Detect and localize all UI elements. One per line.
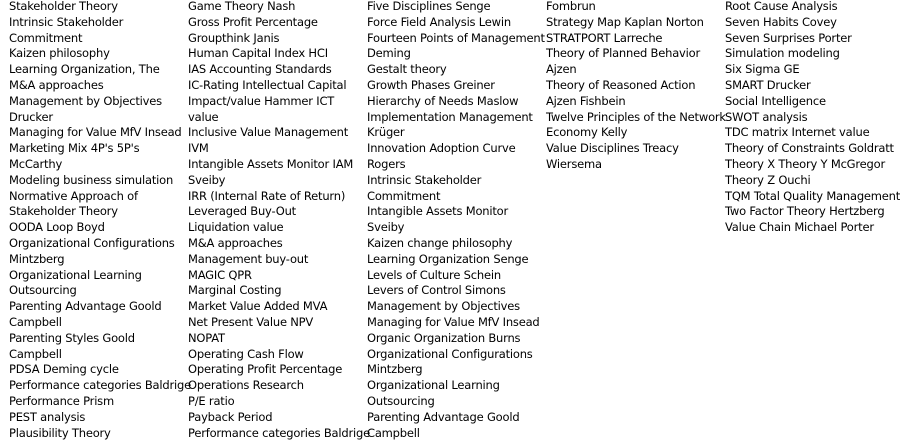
term-line: IRR (Internal Rate of Return) bbox=[188, 188, 346, 203]
term-line: Parenting Advantage Goold bbox=[9, 299, 162, 314]
term-line: Strategy Map Kaplan Norton bbox=[546, 14, 704, 29]
term-line: Management by Objectives bbox=[9, 93, 162, 108]
term-line: Value Disciplines Treacy bbox=[546, 141, 679, 156]
term-line: Leveraged Buy-Out bbox=[188, 204, 296, 219]
term-line: P/E ratio bbox=[188, 393, 235, 408]
term-line: Organic Organization Burns bbox=[367, 330, 521, 345]
term-line: STRATPORT Larreche bbox=[546, 30, 663, 45]
term-line: Intangible Assets Monitor IAM bbox=[188, 156, 354, 171]
term-line: Outsourcing bbox=[367, 393, 435, 408]
term-line: Drucker bbox=[9, 109, 53, 124]
term-line: Root Cause Analysis bbox=[725, 0, 838, 13]
term-line: Sveiby bbox=[188, 172, 226, 187]
term-line: Economy Kelly bbox=[546, 125, 628, 140]
term-column-5 bbox=[725, 0, 900, 236]
term-line: Sveiby bbox=[367, 220, 405, 235]
term-line: Operations Research bbox=[188, 378, 304, 393]
term-line: Stakeholder Theory bbox=[9, 0, 118, 13]
term-line: Value Chain Michael Porter bbox=[725, 220, 874, 235]
term-line: Social Intelligence bbox=[725, 93, 826, 108]
term-line: Learning Organization Senge bbox=[367, 251, 529, 266]
term-line: Wiersema bbox=[546, 156, 602, 171]
term-line: Game Theory Nash bbox=[188, 0, 296, 13]
term-line: Gestalt theory bbox=[367, 62, 447, 77]
term-line: Liquidation value bbox=[188, 220, 284, 235]
term-line: Organizational Configurations bbox=[9, 235, 175, 250]
term-line: Management by Objectives bbox=[367, 299, 520, 314]
term-line: M&A approaches bbox=[9, 77, 104, 92]
term-line: Commitment bbox=[9, 30, 83, 45]
term-line: PDSA Deming cycle bbox=[9, 362, 119, 377]
term-line: Normative Approach of bbox=[9, 188, 138, 203]
term-line: PEST analysis bbox=[9, 409, 86, 424]
term-line: Intangible Assets Monitor bbox=[367, 204, 509, 219]
term-line: M&A approaches bbox=[188, 235, 283, 250]
term-line: Operating Cash Flow bbox=[188, 346, 304, 361]
term-line: Parenting Advantage Goold bbox=[367, 409, 520, 424]
term-line: Plausibility Theory bbox=[9, 425, 111, 440]
term-line: Market Value Added MVA bbox=[188, 299, 328, 314]
term-line: Learning Organization, The bbox=[9, 62, 160, 77]
term-line: Campbell bbox=[367, 425, 420, 440]
term-line: Innovation Adoption Curve bbox=[367, 141, 516, 156]
term-line: Fourteen Points of Management bbox=[367, 30, 545, 45]
term-column-4 bbox=[546, 0, 726, 173]
term-line: Management buy-out bbox=[188, 251, 309, 266]
term-line: Groupthink Janis bbox=[188, 30, 280, 45]
term-line: Five Disciplines Senge bbox=[367, 0, 491, 13]
term-line: Human Capital Index HCI bbox=[188, 46, 328, 61]
term-line: Theory X Theory Y McGregor bbox=[725, 156, 886, 171]
term-line: Outsourcing bbox=[9, 283, 77, 298]
term-line: Payback Period bbox=[188, 409, 273, 424]
term-line: Levels of Culture Schein bbox=[367, 267, 501, 282]
term-column-3 bbox=[367, 0, 545, 441]
term-line: Seven Surprises Porter bbox=[725, 30, 852, 45]
term-line: IVM bbox=[188, 141, 209, 156]
term-line: NOPAT bbox=[188, 330, 225, 345]
term-column-2 bbox=[188, 0, 370, 441]
term-line: Force Field Analysis Lewin bbox=[367, 14, 511, 29]
term-line: Net Present Value NPV bbox=[188, 314, 314, 329]
term-line: Performance Prism bbox=[9, 393, 114, 408]
term-line: Gross Profit Percentage bbox=[188, 14, 318, 29]
term-line: Deming bbox=[367, 46, 411, 61]
term-line: Marginal Costing bbox=[188, 283, 282, 298]
term-line: Kaizen philosophy bbox=[9, 46, 110, 61]
term-line: Hierarchy of Needs Maslow bbox=[367, 93, 519, 108]
term-line: value bbox=[188, 109, 219, 124]
term-line: Impact/value Hammer ICT bbox=[188, 93, 335, 108]
term-line: Twelve Principles of the Network bbox=[546, 109, 726, 124]
term-line: TDC matrix Internet value bbox=[725, 125, 870, 140]
term-line: SMART Drucker bbox=[725, 77, 811, 92]
term-line: Commitment bbox=[367, 188, 441, 203]
term-line: TQM Total Quality Management bbox=[725, 188, 901, 203]
term-line: Theory of Planned Behavior bbox=[546, 46, 701, 61]
term-line: SWOT analysis bbox=[725, 109, 808, 124]
term-line: Organizational Learning bbox=[367, 378, 500, 393]
term-line: Kaizen change philosophy bbox=[367, 235, 513, 250]
term-line: Growth Phases Greiner bbox=[367, 77, 495, 92]
term-line: Mintzberg bbox=[9, 251, 65, 266]
term-line: Organizational Configurations bbox=[367, 346, 533, 361]
term-line: Ajzen bbox=[546, 62, 577, 77]
term-line: Theory Z Ouchi bbox=[725, 172, 811, 187]
term-line: Performance categories Baldrige bbox=[9, 378, 191, 393]
term-line: Intrinsic Stakeholder bbox=[9, 14, 124, 29]
term-line: Managing for Value MfV Insead bbox=[9, 125, 182, 140]
term-line: Parenting Styles Goold bbox=[9, 330, 135, 345]
term-line: Operating Profit Percentage bbox=[188, 362, 343, 377]
term-line: Stakeholder Theory bbox=[9, 204, 118, 219]
term-line: Marketing Mix 4P's 5P's bbox=[9, 141, 140, 156]
term-line: Fombrun bbox=[546, 0, 596, 13]
term-line: Organizational Learning bbox=[9, 267, 142, 282]
term-line: Krüger bbox=[367, 125, 405, 140]
term-line: Inclusive Value Management bbox=[188, 125, 349, 140]
term-line: IC-Rating Intellectual Capital bbox=[188, 77, 347, 92]
term-line: Implementation Management bbox=[367, 109, 533, 124]
term-line: Campbell bbox=[9, 314, 62, 329]
term-line: Theory of Constraints Goldratt bbox=[725, 141, 894, 156]
term-line: Performance categories Baldrige bbox=[188, 425, 370, 440]
term-line: Theory of Reasoned Action bbox=[546, 77, 696, 92]
term-line: Simulation modeling bbox=[725, 46, 840, 61]
term-line: Six Sigma GE bbox=[725, 62, 800, 77]
term-line: Levers of Control Simons bbox=[367, 283, 506, 298]
term-line: Managing for Value MfV Insead bbox=[367, 314, 540, 329]
term-line: IAS Accounting Standards bbox=[188, 62, 332, 77]
term-line: McCarthy bbox=[9, 156, 63, 171]
term-line: Ajzen Fishbein bbox=[546, 93, 626, 108]
term-line: Modeling business simulation bbox=[9, 172, 174, 187]
term-line: Seven Habits Covey bbox=[725, 14, 837, 29]
term-column-1 bbox=[9, 0, 191, 441]
term-line: Mintzberg bbox=[367, 362, 423, 377]
term-line: Two Factor Theory Hertzberg bbox=[725, 204, 885, 219]
term-line: MAGIC QPR bbox=[188, 267, 252, 282]
term-line: Campbell bbox=[9, 346, 62, 361]
term-line: Intrinsic Stakeholder bbox=[367, 172, 482, 187]
term-line: OODA Loop Boyd bbox=[9, 220, 105, 235]
term-line: Rogers bbox=[367, 156, 406, 171]
